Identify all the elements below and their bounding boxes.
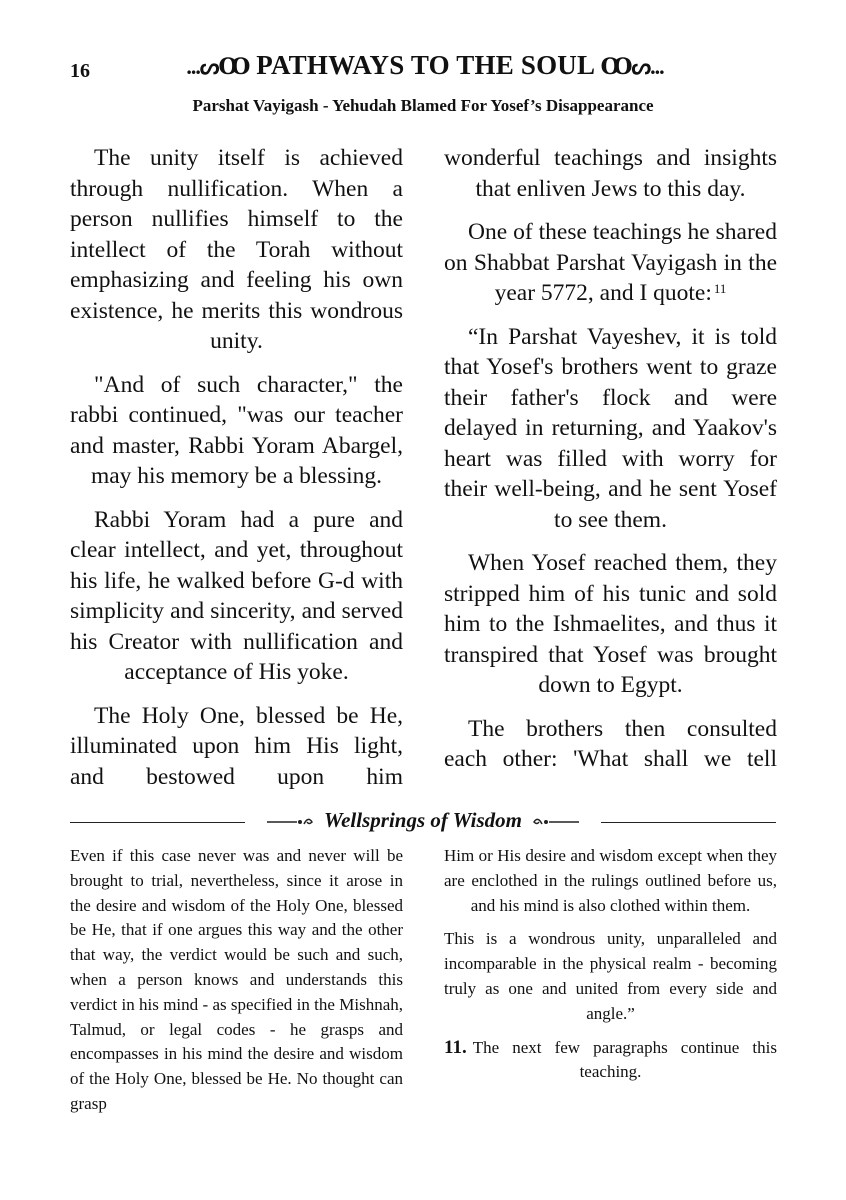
paragraph: When Yosef reached them, they stripped him of his tunic and sold him to the Ishmaelites, and thus it transpired that Yosef was brought down to Egypt.: [444, 550, 777, 698]
footer-left-column: [70, 844, 403, 1126]
paragraph: The Holy One, blessed be He, illuminated upon him His light, and bestowed upon him: [70, 702, 403, 790]
paragraph: The brothers then consulted each other: 'What shall we tell: [444, 715, 777, 772]
ornament-left-icon: ...ᔕꝎ: [186, 54, 250, 79]
footer-paragraph: This is a wondrous unity, unparalleled and incomparable in the physical realm - becoming truly as one and united from every side and angle.”: [444, 929, 777, 1023]
paragraph: "And of such character," the rabbi continued, "was our teacher and master, Rabbi Yoram Abargel, may his memory be a blessing.: [70, 371, 403, 489]
section-divider: [70, 808, 776, 838]
footer-paragraph: Even if this case never was and never will be brought to trial, nevertheless, since it arose in the desire and wisdom of the Holy One, blessed be He, that if one argues this way and the other that way, the verdict would be such and such, when a person knows and understands this verdict in his mind - as specified in the Mishnah, Talmud, or legal codes - he grasps and encompasses in his mind the desire and wisdom of the Holy One, blessed be He. No thought can grasp: [70, 846, 403, 1113]
footnote: [444, 1036, 777, 1086]
ornament-right-icon: Ꝏᔕ...: [600, 54, 664, 79]
paragraph: The unity itself is achieved through nullification. When a person nullifies himself to the intellect of the Torah without emphasizing and feeling his own existence, he merits this wondrous unity.: [70, 145, 403, 354]
divider-label: [70, 808, 776, 833]
paragraph-text: One of these teachings he shared on Shabbat Parshat Vayigash in the year 5772, and I quote:: [444, 219, 777, 306]
paragraph: Rabbi Yoram had a pure and clear intellect, and yet, throughout his life, he walked before G-d with simplicity and sincerity, and served his Creator with nullification and acceptance of His yoke.: [70, 506, 403, 685]
flourish-right-icon: [531, 808, 579, 832]
footnote-text: The next few paragraphs continue this teaching.: [472, 1037, 777, 1082]
footnote-reference: 11: [713, 281, 727, 296]
flourish-left-icon: [267, 808, 320, 832]
footnote-number: 11.: [444, 1036, 467, 1058]
footer-paragraph: Him or His desire and wisdom except when they are enclothed in the rulings outlined before us, and his mind is also clothed within them.: [444, 846, 777, 915]
main-right-column: [444, 143, 777, 788]
chapter-subtitle: Parshat Vayigash - Yehudah Blamed For Yosef’s Disappearance: [192, 96, 654, 115]
book-title: PATHWAYS TO THE SOUL: [256, 50, 594, 80]
running-title: [130, 50, 720, 81]
paragraph: wonderful teachings and insights that enliven Jews to this day.: [444, 145, 777, 202]
paragraph: [444, 217, 777, 309]
page-number: 16: [70, 60, 90, 82]
footer-right-column: [444, 844, 777, 1094]
paragraph: “In Parshat Vayeshev, it is told that Yosef's brothers went to graze their father's flock and were delayed in returning, and Yaakov's heart was filled with worry for their well-being, and he sent Yosef to see them.: [444, 323, 777, 533]
wellsprings-title: Wellsprings of Wisdom: [324, 808, 522, 832]
main-left-column: [70, 143, 403, 805]
